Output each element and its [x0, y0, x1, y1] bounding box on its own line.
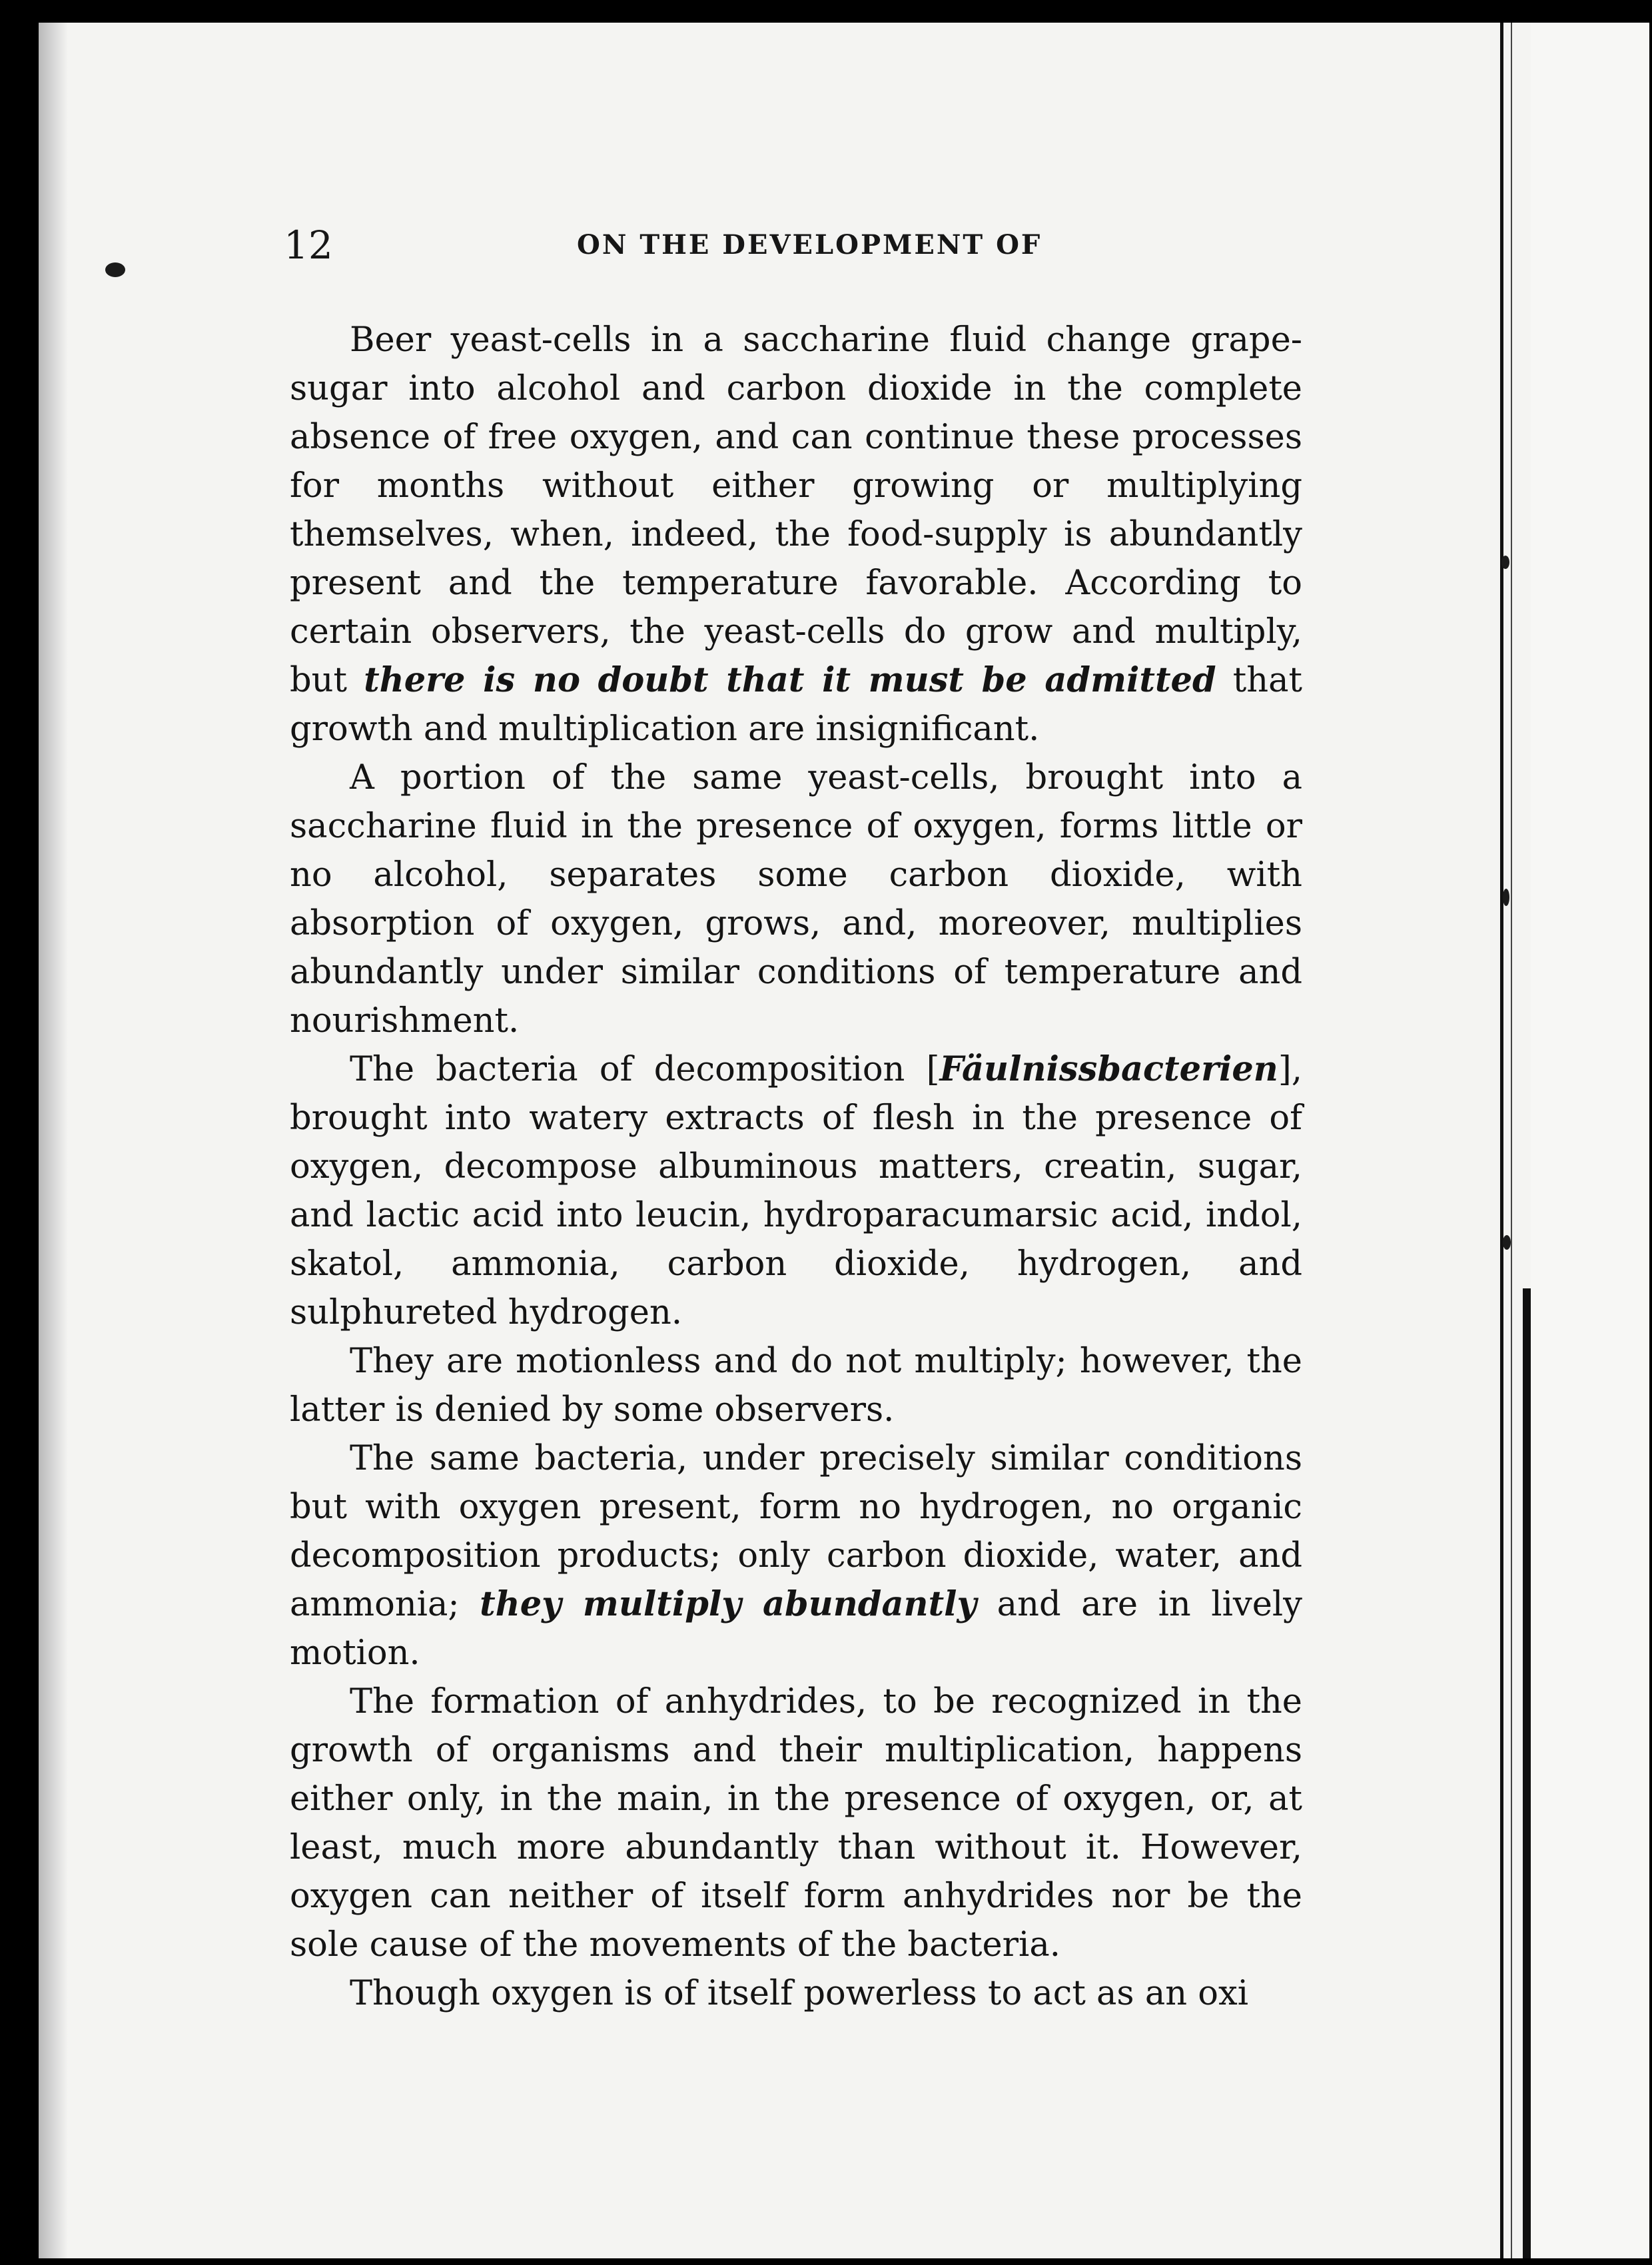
text-run: The bacteria of decomposition [ — [350, 1050, 940, 1089]
italic-text: Fäulnissbacterien — [939, 1049, 1278, 1089]
paragraph — [290, 1969, 1302, 2018]
text-run: They are motionless and do not multiply; however, the latter is denied by some observers. — [290, 1342, 1302, 1430]
text-run: that growth and multiplication are insignificant. — [290, 661, 1302, 749]
ink-speck — [1503, 1235, 1511, 1250]
page-edge-line — [1500, 23, 1503, 2258]
text-run: A portion of the same yeast-cells, brought into a saccharine fluid in the presence of oxygen, forms little or no alcohol, separates some carbon dioxide, with absorption of oxygen, grows, and, moreover, multiplies abundantly under similar conditions of temperature and nourishment. — [290, 758, 1302, 1041]
text-run: Beer yeast-cells in a saccharine fluid change grape-sugar into alcohol and carbon dioxide in the complete absence of free oxygen, and can continue these processes for months without either growing or multiplying themselves, when, indeed, the food-supply is abundantly present and the temperature favorable. According to certain observers, the yeast-cells do grow and multiply, but — [290, 320, 1302, 700]
italic-text: there is no doubt that it must be admitted — [364, 660, 1216, 700]
paragraph — [290, 316, 1302, 753]
paragraph — [290, 1677, 1302, 1969]
ink-speck — [1503, 889, 1509, 906]
page-edge-line-thin — [1511, 23, 1512, 2258]
page-edge-bar — [1523, 1288, 1531, 2258]
page-gutter-shadow — [39, 23, 68, 2258]
paragraph — [290, 1045, 1302, 1337]
text-run: Though oxygen is of itself powerless to act as an oxi — [350, 1974, 1249, 2013]
body-text — [290, 316, 1302, 2018]
text-run: ], brought into watery extracts of flesh in the presence of oxygen, decompose albuminous matters, creatin, sugar, and lactic acid into leucin, hydroparacumarsic acid, indol, skatol, ammonia, carbon dioxide, hydrogen, and sulphureted hydrogen. — [290, 1050, 1302, 1332]
running-title: ON THE DEVELOPMENT OF — [577, 229, 1042, 260]
ink-speck — [1501, 556, 1509, 569]
running-head — [284, 223, 1316, 282]
facing-page-strip — [1531, 23, 1649, 2258]
paragraph — [290, 1337, 1302, 1434]
text-run: The same bacteria, under precisely similar conditions but with oxygen present, form no hydrogen, no organic decomposition products; only carbon dioxide, water, and ammonia; — [290, 1439, 1302, 1624]
book-page — [39, 23, 1649, 2258]
text-run: and are in lively motion. — [290, 1585, 1302, 1673]
text-run: The formation of anhydrides, to be recognized in the growth of organisms and their multiplication, happens either only, in the main, in the presence of oxygen, or, at least, much more abundantly than without it. However, oxygen can neither of itself form anhydrides nor be the sole cause of the movements of the bacteria. — [290, 1682, 1302, 1965]
ink-speck — [105, 262, 125, 277]
paragraph — [290, 1434, 1302, 1677]
paragraph — [290, 753, 1302, 1045]
page-number: 12 — [284, 223, 333, 268]
italic-text: they multiply abundantly — [480, 1584, 977, 1624]
